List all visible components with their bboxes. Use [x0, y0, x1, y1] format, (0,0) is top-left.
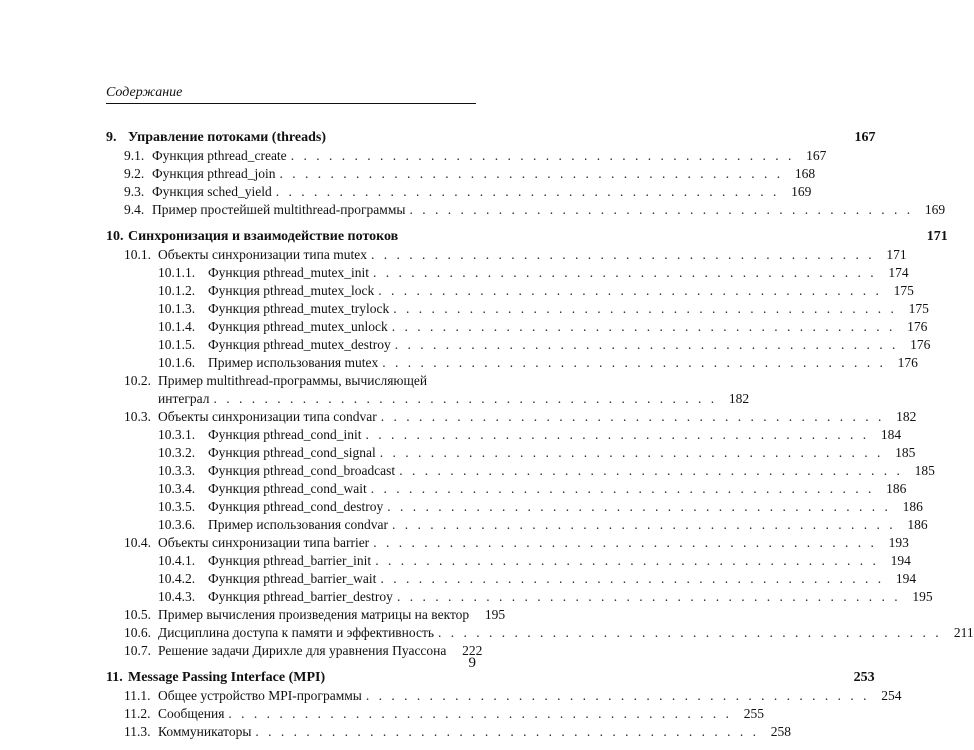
toc-entry-title: Функция pthread_mutex_destroy — [208, 337, 391, 352]
toc-entry-title: Функция pthread_cond_wait — [208, 481, 367, 496]
toc-entry-title: Сообщения — [158, 706, 225, 721]
toc-entry-number: 11.1. — [124, 688, 151, 703]
toc-entry-page: 185 — [914, 463, 935, 478]
toc-entry — [106, 318, 928, 336]
toc-entry — [106, 282, 914, 300]
page-number: 9 — [468, 655, 476, 671]
toc-entry-page: 168 — [794, 166, 816, 181]
toc-entry-title: Пример простейшей multithread-программы — [152, 202, 406, 217]
toc-entry-number: 10.3.6. — [158, 517, 196, 532]
toc-entry-title: Функция pthread_cond_destroy — [208, 499, 384, 514]
toc-entry-page: 176 — [910, 337, 931, 352]
toc-entry-page: 175 — [908, 301, 929, 316]
toc-entry-page: 167 — [854, 130, 876, 145]
toc-entry-number: 10. — [106, 229, 124, 244]
dot-leader: . . . . . . . . . . . . . . . . . . . . . . . . . . . . . . . . . . . . . . . . — [370, 247, 875, 262]
toc-entry-page: 211 — [953, 625, 974, 640]
toc-entry — [106, 336, 931, 354]
toc-chapter-entry — [106, 129, 876, 147]
toc-entry — [106, 426, 902, 444]
toc-entry-page: 255 — [743, 706, 765, 721]
toc-entry — [106, 165, 816, 183]
toc-entry — [106, 201, 946, 219]
toc-entry-page: 182 — [896, 409, 917, 424]
toc-chapter-entry — [106, 228, 948, 246]
toc-entry-title: Функция pthread_join — [152, 166, 276, 181]
toc-entry-title: Функция pthread_barrier_destroy — [208, 589, 393, 604]
toc-entry-number: 11. — [106, 670, 123, 685]
toc-entry-number: 10.4.1. — [158, 553, 196, 568]
toc-entry-page: 184 — [880, 427, 902, 442]
toc-entry — [106, 570, 917, 588]
toc-entry-page: 185 — [895, 445, 916, 460]
toc-entry-title: Синхронизация и взаимодействие потоков — [128, 229, 399, 244]
toc-entry-title: Функция pthread_barrier_wait — [208, 571, 377, 586]
dot-leader: . . . . . . . . . . . . . . . . . . . . . . . . . . . . . . . . . . . . . . . . — [391, 319, 896, 334]
toc-entry — [106, 624, 974, 642]
toc-entry — [106, 462, 935, 480]
toc-entry-page: 176 — [907, 319, 928, 334]
toc-entry-title: Функция pthread_barrier_init — [208, 553, 372, 568]
toc-entry-page: 174 — [888, 265, 909, 280]
toc-entry-title: Пример вычисления произведения матрицы на вектор — [158, 607, 470, 622]
toc-entry-number: 9.2. — [124, 166, 145, 181]
toc-entry-title: Функция pthread_mutex_lock — [208, 283, 375, 298]
toc-entry-number: 10.7. — [124, 643, 151, 658]
toc-entry — [106, 390, 750, 408]
toc-entry-number: 10.3. — [124, 409, 151, 424]
dot-leader: . . . . . . . . . . . . . . . . . . . . . . . . . . . . . . . . . . . . . . . . — [394, 337, 899, 352]
toc-entry-page: 258 — [770, 724, 792, 739]
toc-entry — [106, 588, 933, 606]
toc-entry-title: Общее устройство MPI-программы — [158, 688, 362, 703]
toc-entry — [106, 705, 765, 723]
dot-leader: . . . . . . . . . . . . . . . . . . . . . . . . . . . . . . . . . . . . . . . . — [275, 184, 780, 199]
toc-entry-title: Пример multithread-программы, вычисляющей — [158, 373, 428, 388]
toc-entry-title: Функция pthread_mutex_unlock — [208, 319, 388, 334]
toc-entry-number: 10.6. — [124, 625, 151, 640]
toc-entry-number: 10.2. — [124, 373, 151, 388]
toc-entry-title: Пример использования mutex — [208, 355, 379, 370]
toc-entry-number: 10.1.6. — [158, 355, 196, 370]
toc-entry-title: Message Passing Interface (MPI) — [128, 670, 326, 685]
toc-entry-title: Функция pthread_mutex_trylock — [208, 301, 390, 316]
toc-entry — [106, 372, 476, 390]
toc-entry-page: 193 — [888, 535, 909, 550]
toc-entry — [106, 246, 907, 264]
toc-entry-page: 182 — [728, 391, 750, 406]
dot-leader: . . . . . . . . . . . . . . . . . . . . . . . . . . . . . . . . . . . . . . . . — [387, 499, 891, 514]
toc-entry-title: Объекты синхронизации типа mutex — [158, 247, 367, 262]
toc-entry — [106, 480, 907, 498]
toc-entry-title: Решение задачи Дирихле для уравнения Пуассона — [158, 643, 447, 658]
toc-entry-title: Управление потоками (threads) — [128, 130, 326, 145]
toc-entry-title: Функция pthread_create — [152, 148, 287, 163]
toc-entry-page: 186 — [902, 499, 923, 514]
toc-entry-title: Коммуникаторы — [158, 724, 252, 739]
toc-entry-number: 10.1.5. — [158, 337, 196, 352]
toc-entry-page: 194 — [890, 553, 911, 568]
toc-entry-page: 194 — [895, 571, 917, 586]
toc-entry-title: Объекты синхронизации типа condvar — [158, 409, 377, 424]
dot-leader: . . . . . . . . . . . . . . . . . . . . . . . . . . . . . . . . . . . . . . . . — [393, 301, 897, 316]
running-header: Содержание — [106, 85, 183, 100]
toc-entry-number: 11.3. — [124, 724, 151, 739]
toc-entry-title: Функция sched_yield — [152, 184, 272, 199]
toc-entry-page: 186 — [886, 481, 907, 496]
toc-entry-number: 10.1.4. — [158, 319, 196, 334]
toc-entry-title: интеграл — [158, 391, 210, 406]
header-rule — [106, 103, 476, 104]
toc-entry-number: 10.3.2. — [158, 445, 196, 460]
toc-entry — [106, 606, 506, 624]
toc-entry — [106, 552, 911, 570]
dot-leader: . . . . . . . . . . . . . . . . . . . . . . . . . . . . . . . . . . . . . . . . — [409, 202, 914, 217]
toc-entry-page: 195 — [912, 589, 933, 604]
toc-entry-page: 222 — [462, 643, 483, 658]
toc-entry — [106, 354, 918, 372]
toc-entry — [106, 687, 902, 705]
dot-leader: . . . . . . . . . . . . . . . . . . . . . . . . . . . . . . . . . . . . . . . . — [365, 427, 870, 442]
dot-leader: . . . . . . . . . . . . . . . . . . . . . . . . . . . . . . . . . . . . . . . . — [213, 391, 718, 406]
dot-leader: . . . . . . . . . . . . . . . . . . . . . . . . . . . . . . . . . . . . . . . . — [290, 148, 795, 163]
toc-entry — [106, 642, 483, 660]
toc-entry-number: 10.1.2. — [158, 283, 196, 298]
toc-entry — [106, 264, 909, 282]
toc-entry-title: Функция pthread_cond_broadcast — [208, 463, 396, 478]
toc-entry-number: 11.2. — [124, 706, 151, 721]
dot-leader: . . . . . . . . . . . . . . . . . . . . . . . . . . . . . . . . . . . . . . . . — [255, 724, 760, 739]
dot-leader: . . . . . . . . . . . . . . . . . . . . . . . . . . . . . . . . . . . . . . . . — [373, 535, 877, 550]
toc-entry — [106, 183, 812, 201]
toc-entry-page: 167 — [806, 148, 827, 163]
toc-entry-page: 175 — [893, 283, 914, 298]
toc-entry-number: 9.1. — [124, 148, 145, 163]
toc-entry-number: 10.3.5. — [158, 499, 196, 514]
toc-entry-title: Объекты синхронизации типа barrier — [158, 535, 370, 550]
toc-entry-title: Функция pthread_mutex_init — [208, 265, 369, 280]
toc-entry — [106, 147, 827, 165]
toc-entry-number: 10.4.3. — [158, 589, 196, 604]
dot-leader: . . . . . . . . . . . . . . . . . . . . . . . . . . . . . . . . . . . . . . . . — [372, 265, 877, 280]
toc-entry-page: 169 — [791, 184, 812, 199]
dot-leader: . . . . . . . . . . . . . . . . . . . . . . . . . . . . . . . . . . . . . . . . — [392, 517, 896, 532]
toc-entry — [106, 300, 929, 318]
toc-entry-title: Функция pthread_cond_signal — [208, 445, 376, 460]
toc-entry-number: 9.4. — [124, 202, 145, 217]
toc-entry — [106, 534, 909, 552]
toc-entry — [106, 516, 928, 534]
toc-entry — [106, 444, 916, 462]
toc-entry-page: 169 — [924, 202, 946, 217]
toc-entry-page: 253 — [853, 670, 875, 685]
toc-entry — [106, 498, 923, 516]
toc-entry-page: 171 — [926, 229, 948, 244]
toc-entry-number: 10.1. — [124, 247, 151, 262]
dot-leader: . . . . . . . . . . . . . . . . . . . . . . . . . . . . . . . . . . . . . . . . — [378, 283, 882, 298]
dot-leader: . . . . . . . . . . . . . . . . . . . . . . . . . . . . . . . . . . . . . . . . — [380, 409, 885, 424]
toc-entry-page: 176 — [897, 355, 918, 370]
dot-leader: . . . . . . . . . . . . . . . . . . . . . . . . . . . . . . . . . . . . . . . . — [399, 463, 903, 478]
toc-entry-page: 171 — [886, 247, 907, 262]
toc-chapter-entry — [106, 669, 875, 687]
dot-leader: . . . . . . . . . . . . . . . . . . . . . . . . . . . . . . . . . . . . . . . . — [438, 625, 942, 640]
toc-entry-page: 186 — [907, 517, 928, 532]
toc-entry-title: Дисциплина доступа к памяти и эффективность — [158, 625, 435, 640]
dot-leader: . . . . . . . . . . . . . . . . . . . . . . . . . . . . . . . . . . . . . . . . — [380, 571, 885, 586]
dot-leader: . . . . . . . . . . . . . . . . . . . . . . . . . . . . . . . . . . . . . . . . — [382, 355, 886, 370]
toc-entry-number: 10.3.4. — [158, 481, 196, 496]
toc-entry-title: Пример использования condvar — [208, 517, 388, 532]
dot-leader: . . . . . . . . . . . . . . . . . . . . . . . . . . . . . . . . . . . . . . . . — [370, 481, 875, 496]
dot-leader: . . . . . . . . . . . . . . . . . . . . . . . . . . . . . . . . . . . . . . . . — [365, 688, 870, 703]
toc-entry-number: 10.3.1. — [158, 427, 196, 442]
toc-entry-number: 10.3.3. — [158, 463, 196, 478]
toc-entry — [106, 408, 917, 426]
toc-entry-page: 254 — [881, 688, 902, 703]
toc-entry-number: 9.3. — [124, 184, 145, 199]
toc-entry-page: 195 — [484, 607, 506, 622]
dot-leader: . . . . . . . . . . . . . . . . . . . . . . . . . . . . . . . . . . . . . . . . — [279, 166, 784, 181]
dot-leader: . . . . . . . . . . . . . . . . . . . . . . . . . . . . . . . . . . . . . . . . — [375, 553, 879, 568]
dot-leader: . . . . . . . . . . . . . . . . . . . . . . . . . . . . . . . . . . . . . . . . — [228, 706, 733, 721]
toc-entry-number: 9. — [106, 130, 117, 145]
toc-entry-number: 10.4.2. — [158, 571, 196, 586]
dot-leader: . . . . . . . . . . . . . . . . . . . . . . . . . . . . . . . . . . . . . . . . — [379, 445, 884, 460]
toc-entry-number: 10.1.1. — [158, 265, 196, 280]
toc-entry-number: 10.4. — [124, 535, 151, 550]
toc-entry-title: Функция pthread_cond_init — [208, 427, 362, 442]
toc-entry-number: 10.5. — [124, 607, 151, 622]
toc-entry — [106, 723, 792, 741]
dot-leader: . . . . . . . . . . . . . . . . . . . . . . . . . . . . . . . . . . . . . . . . — [396, 589, 901, 604]
toc-entry-number: 10.1.3. — [158, 301, 196, 316]
